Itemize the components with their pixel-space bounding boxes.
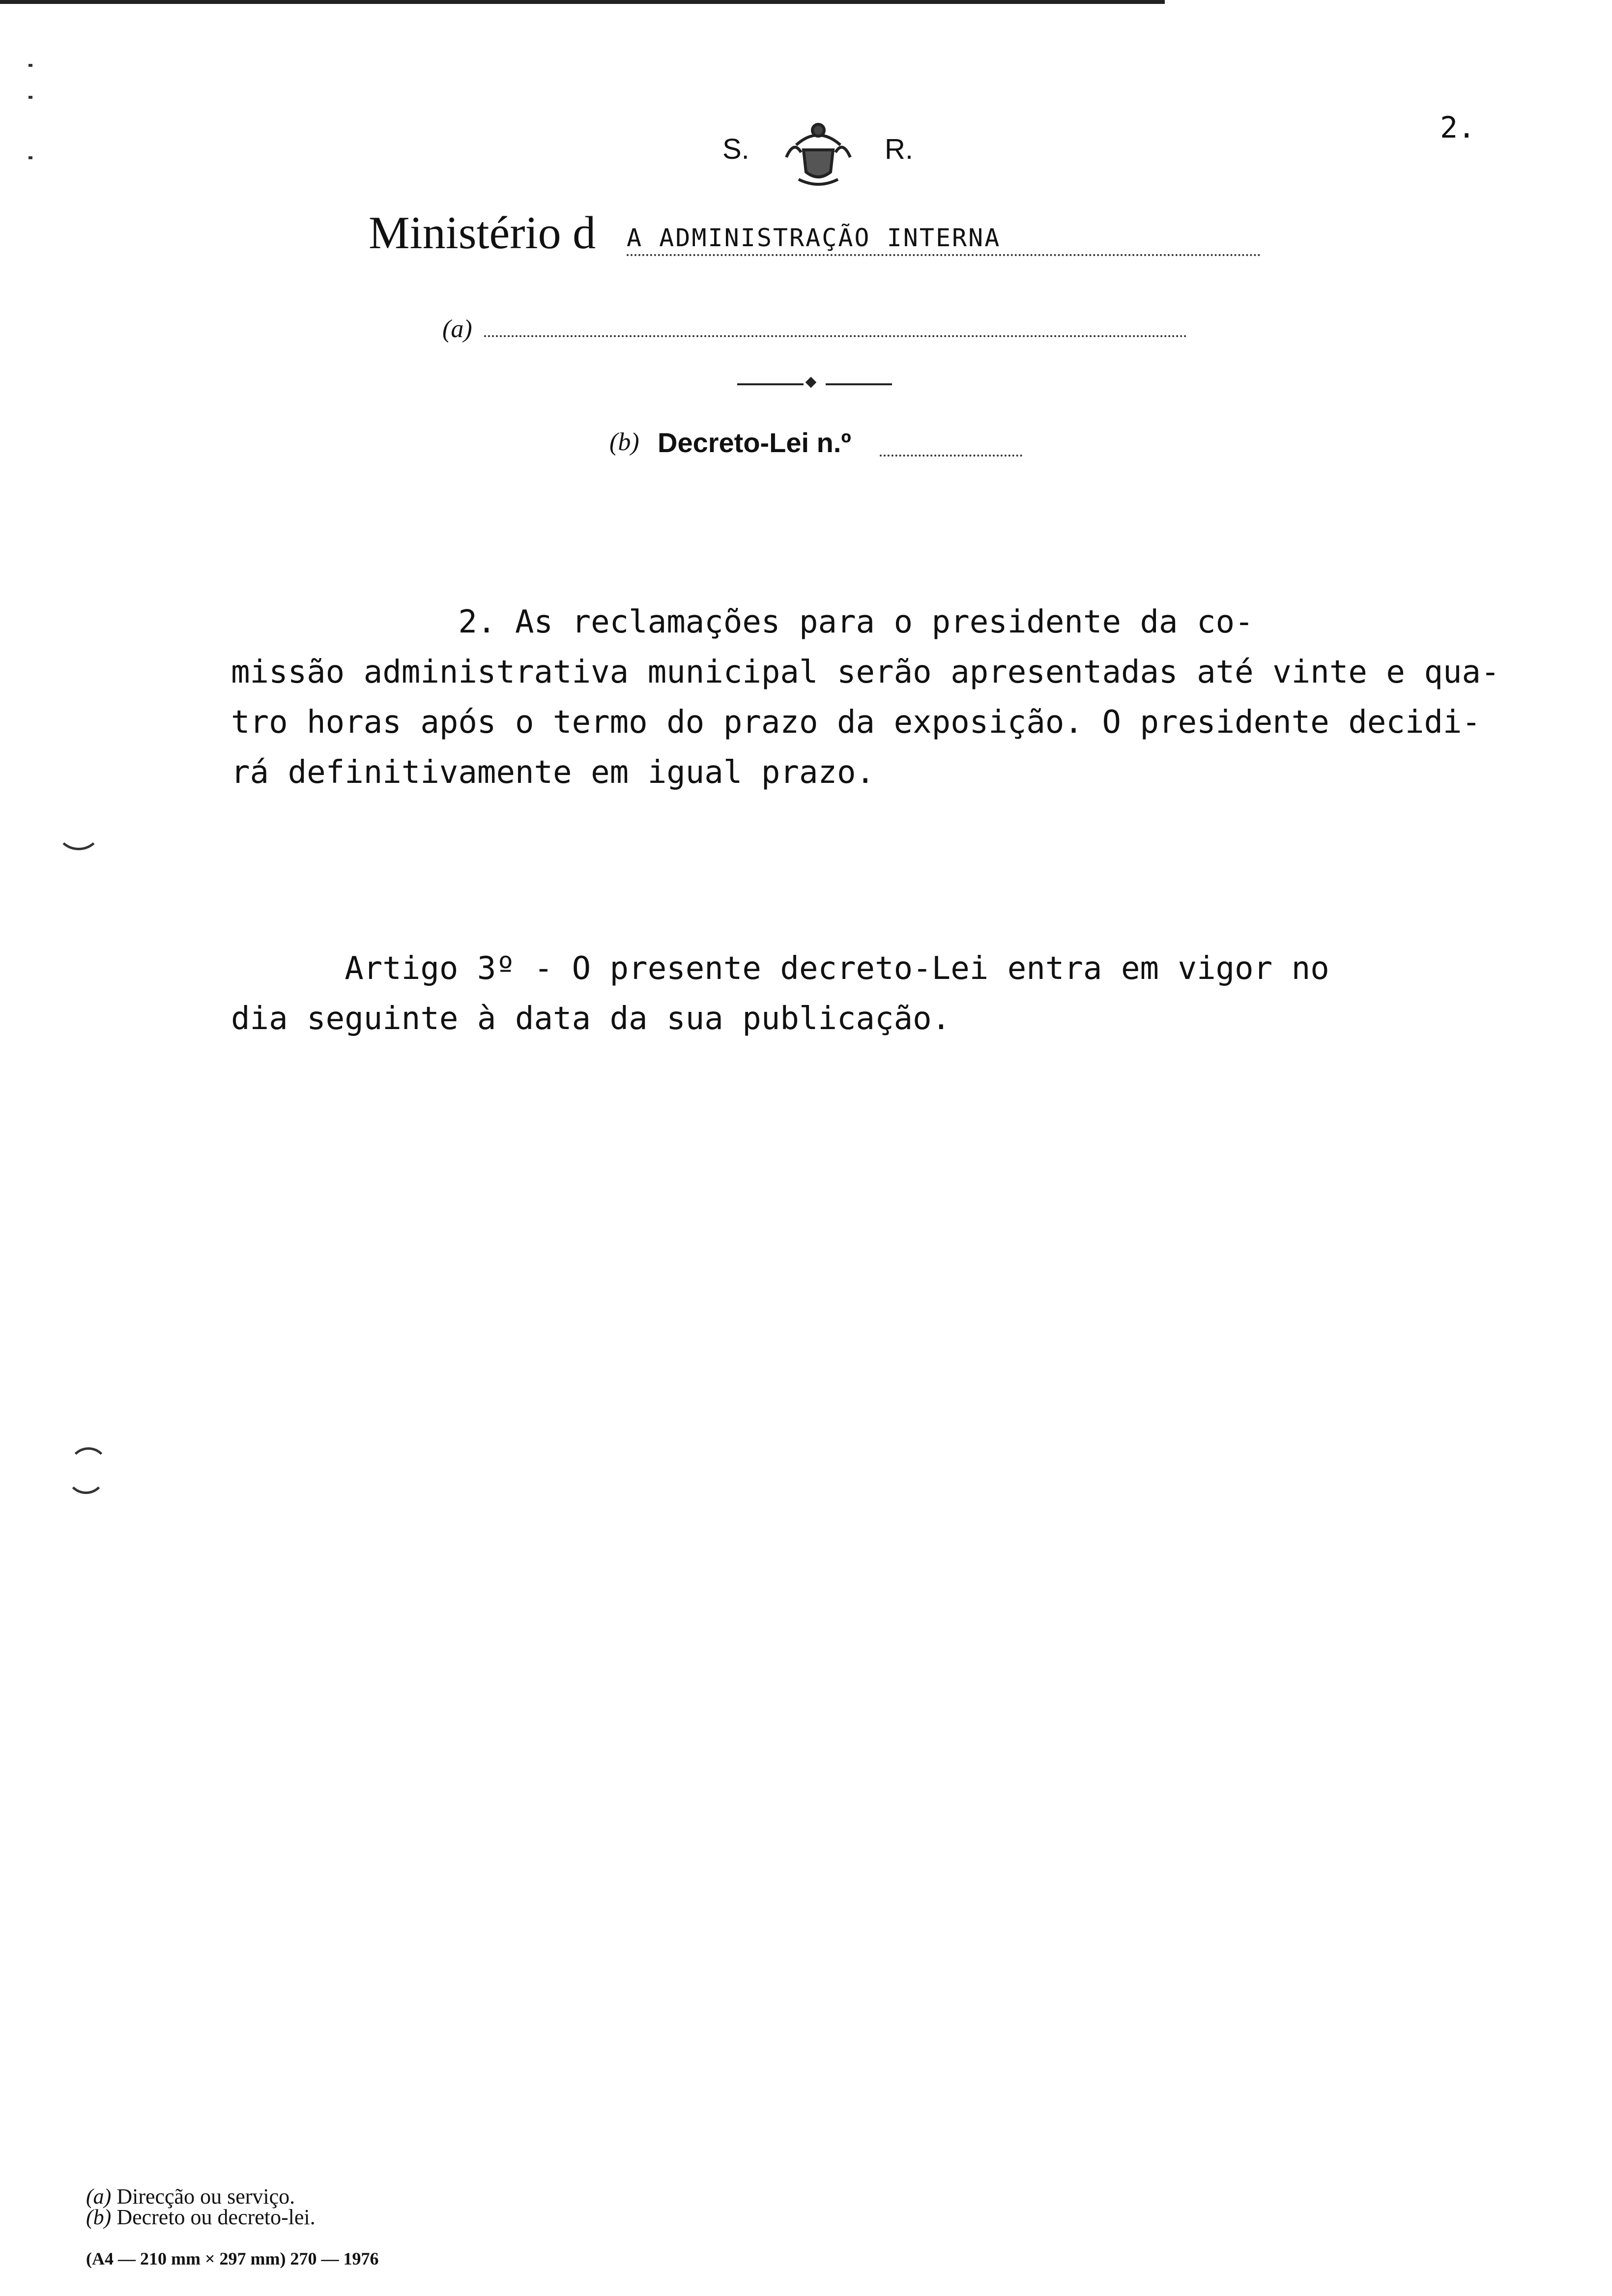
- footnote-a: [86, 2186, 295, 2208]
- field-a-line: [484, 335, 1187, 337]
- ornament-diamond-icon: [806, 377, 817, 388]
- scan-speck: [29, 64, 32, 67]
- scan-speck: [29, 96, 32, 99]
- decree-number-line: [880, 455, 1022, 457]
- paragraph-2-complaints: 2. As reclamações para o presidente da co- missão administrativa municipal serão apresentadas até vinte e qua- tro horas após o termo do prazo da exposição. O presidente decidi- rá definitivamente em igual prazo.: [231, 604, 1500, 791]
- footnote-a-label: (a): [86, 2184, 112, 2209]
- binding-hole-mark: [66, 1455, 106, 1494]
- ornament-rule-right: [826, 383, 892, 385]
- ministry-name-field: A ADMINISTRAÇÃO INTERNA: [627, 224, 1261, 256]
- header-sr-left: S.: [722, 133, 749, 165]
- field-a-label: (a): [442, 315, 472, 343]
- coat-of-arms-icon: [777, 111, 860, 194]
- article-3-paragraph: Artigo 3º - O presente decreto-Lei entra em vigor no dia seguinte à data da sua publicação.: [231, 950, 1329, 1037]
- ministry-heading: Ministério d: [369, 207, 596, 258]
- scan-speck: [29, 156, 32, 159]
- footnote-b-label: (b): [86, 2205, 112, 2229]
- decree-number-label: Decreto-Lei n.º: [658, 427, 851, 458]
- form-reference: (A4 — 210 mm × 297 mm) 270 — 1976: [86, 2249, 379, 2268]
- page-number: 2.: [1440, 111, 1476, 145]
- footnote-b-text: Decreto ou decreto-lei.: [116, 2205, 316, 2229]
- footnote-a-text: Direcção ou serviço.: [116, 2184, 295, 2209]
- footnote-b: [86, 2207, 316, 2228]
- top-border-rule: [0, 0, 1165, 4]
- field-b-label: (b): [609, 428, 639, 456]
- binding-hole-mark: [57, 811, 101, 850]
- ornament-rule-left: [737, 383, 804, 385]
- header-sr-right: R.: [885, 133, 913, 165]
